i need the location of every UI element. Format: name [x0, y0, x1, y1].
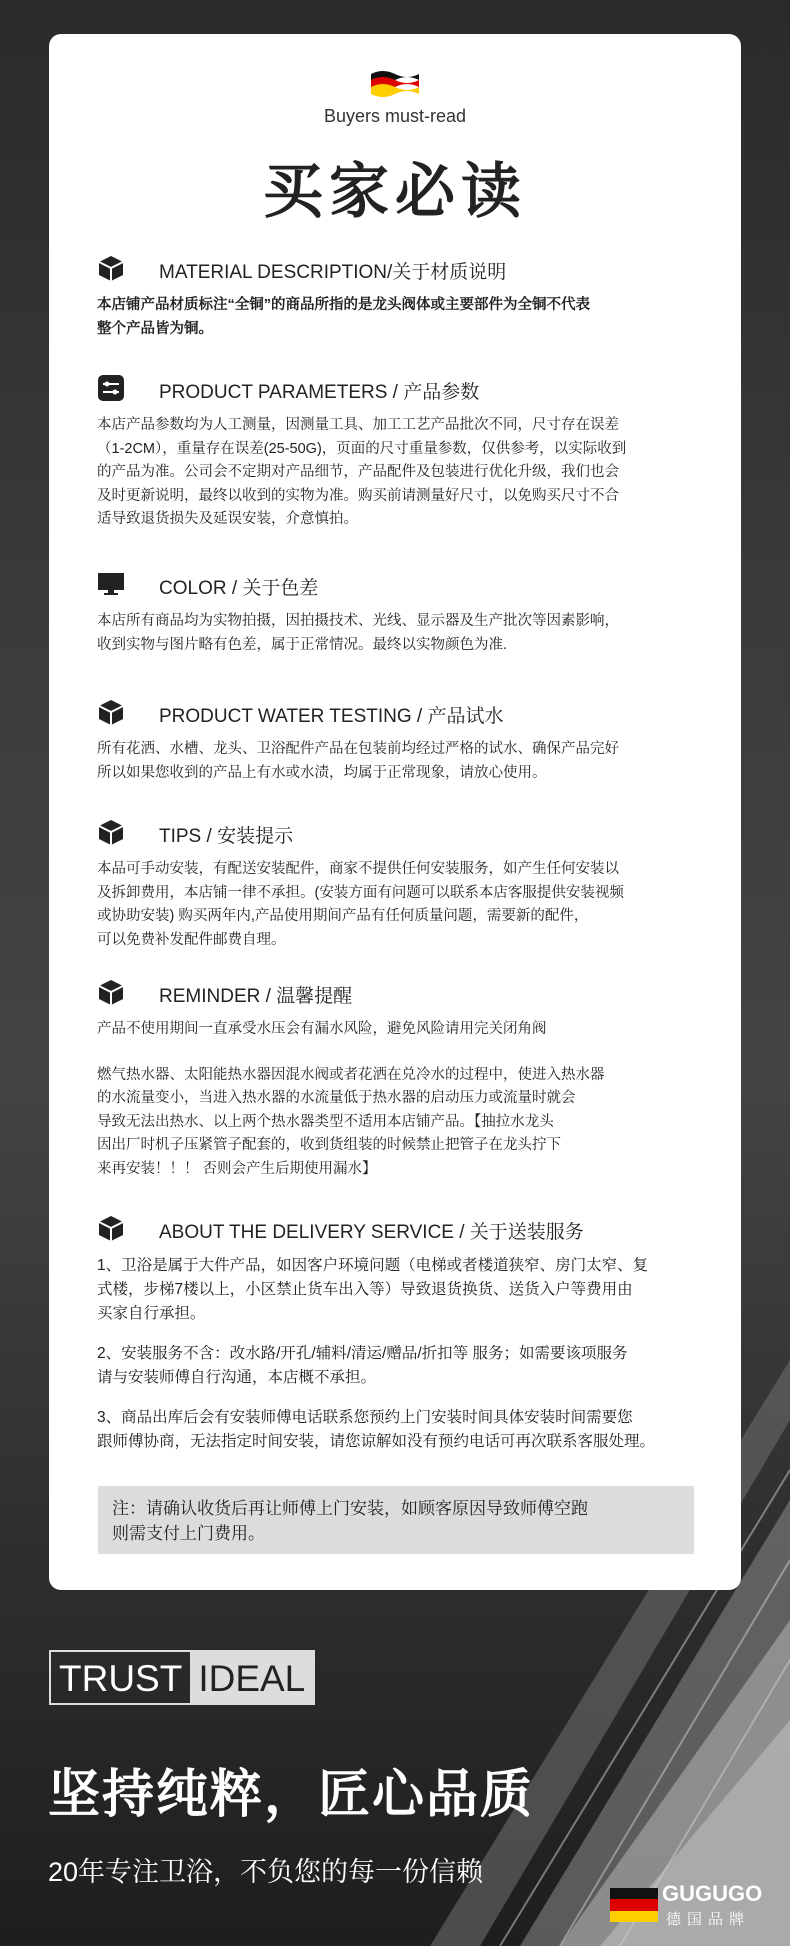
body-line: 请与安装师傅自行沟通，本店概不承担。 [97, 1369, 377, 1386]
section-body [97, 1254, 697, 1454]
section-title: PRODUCT WATER TESTING / 产品试水 [159, 706, 504, 727]
trust-ideal-badge [49, 1650, 315, 1705]
body-line: 式楼，步梯7楼以上，小区禁止货车出入等）导致退货换货、送货入户等费用由 [97, 1281, 633, 1298]
section-body [97, 738, 697, 785]
box-icon [97, 818, 125, 846]
section-title: TIPS / 安装提示 [159, 826, 294, 847]
buyers-notice-card [49, 34, 741, 1590]
body-line: （1-2CM），重量存在误差(25-50G)，页面的尺寸重量参数，仅供参考，以实际收到 [97, 440, 627, 457]
note-line: 则需支付上门费用。 [112, 1524, 265, 1543]
body-line: 所以如果您收到的产品上有水或水渍，均属于正常现象，请放心使用。 [97, 764, 547, 781]
section-material [97, 254, 697, 341]
section-title: MATERIAL DESCRIPTION/关于材质说明 [159, 262, 507, 283]
trust-label: TRUST [59, 1658, 183, 1699]
section-body [97, 414, 697, 532]
body-line: 的产品为准。公司会不定期对产品细节，产品配件及包装进行优化升级，我们也会 [97, 464, 619, 480]
section-title: ABOUT THE DELIVERY SERVICE / 关于送装服务 [159, 1222, 584, 1243]
ideal-label: IDEAL [190, 1652, 313, 1703]
body-line: 适导致退货损失及延误安装，介意慎拍。 [97, 511, 358, 527]
body-line: 整个产品皆为铜。 [97, 320, 213, 337]
box-icon [97, 254, 125, 282]
body-line: 本品可手动安装，有配送安装配件，商家不提供任何安装服务，如产生任何安装以 [97, 861, 619, 877]
page-subtitle: Buyers must-read [323, 106, 467, 126]
section-reminder [97, 978, 697, 1181]
section-water-testing [97, 698, 697, 785]
german-flag-icon [369, 68, 421, 98]
body-line: 因出厂时机子压紧管子配套的，收到货组装的时候禁止把管子在龙头拧下 [97, 1137, 561, 1153]
section-tips [97, 818, 697, 952]
body-line: 及拆卸费用，本店铺一律不承担。(安装方面有问题可以联系本店客服提供安装视频 [97, 884, 624, 901]
page-title: 买家必读 [263, 157, 527, 227]
body-line: 产品不使用期间一直承受水压会有漏水风险，避免风险请用完关闭角阀 [97, 1021, 547, 1037]
body-line: 及时更新说明，最终以收到的实物为准。购买前请测量好尺寸，以免购买尺寸不合 [97, 487, 619, 504]
body-line: 买家自行承担。 [97, 1305, 206, 1322]
german-flag-icon [610, 1888, 658, 1922]
installation-note [98, 1486, 694, 1554]
section-body [97, 858, 697, 952]
section-body [97, 610, 697, 657]
section-body [97, 1018, 697, 1181]
body-line: 本店产品参数均为人工测量，因测量工具、加工工艺产品批次不同，尺寸存在误差 [97, 417, 619, 433]
note-line: 注：请确认收货后再让师傅上门安装，如顾客原因导致师傅空跑 [112, 1499, 588, 1518]
body-line: 本店所有商品均为实物拍摄，因拍摄技术、光线、显示器及生产批次等因素影响， [97, 613, 619, 629]
body-line: 3、商品出库后会有安装师傅电话联系您预约上门安装时间具体安装时间需要您 [97, 1409, 633, 1426]
section-title: COLOR / 关于色差 [159, 578, 319, 599]
body-line: 2、安装服务不含：改水路/开孔/辅料/清运/赠品/折扣等 服务；如需要该项服务 [97, 1345, 628, 1362]
body-line: 导致无法出热水、以上两个热水器类型不适用本店铺产品。【抽拉水龙头 [97, 1113, 554, 1130]
body-line: 燃气热水器、太阳能热水器因混水阀或者花洒在兑冷水的过程中，使进入热水器 [97, 1066, 605, 1083]
body-line: 跟师傅协商，无法指定时间安装，请您谅解如没有预约电话可再次联系客服处理。 [97, 1433, 656, 1450]
brand-slogan: 坚持纯粹，匠心品质 [48, 1766, 535, 1824]
body-line: 或协助安装) 购买两年内,产品使用期间产品有任何质量问题，需要新的配件， [97, 908, 589, 924]
body-line: 可以免费补发配件邮费自理。 [97, 931, 286, 948]
brand-sub-slogan: 20年专注卫浴，不负您的每一份信赖 [48, 1857, 484, 1887]
section-title: PRODUCT PARAMETERS / 产品参数 [159, 382, 480, 403]
body-line: 所有花洒、水槽、龙头、卫浴配件产品在包装前均经过严格的试水、确保产品完好 [97, 741, 619, 757]
body-line: 1、卫浴是属于大件产品，如因客户环境问题（电梯或者楼道狭窄、房门太窄、复 [97, 1257, 649, 1274]
monitor-icon [97, 570, 125, 598]
section-delivery [97, 1214, 697, 1454]
box-icon [97, 698, 125, 726]
box-icon [97, 1214, 125, 1242]
body-line: 本店铺产品材质标注“全铜”的商品所指的是龙头阀体或主要部件为全铜不代表 [97, 297, 590, 313]
section-color [97, 570, 697, 657]
section-body [97, 294, 697, 341]
section-parameters [97, 374, 697, 532]
body-line: 收到实物与图片略有色差，属于正常情况。最终以实物颜色为准. [97, 636, 508, 653]
brand-logo-text: GUGUGO [662, 1881, 763, 1906]
section-title: REMINDER / 温馨提醒 [159, 986, 353, 1007]
sliders-icon [97, 374, 125, 402]
body-line: 来再安装！！！ 否则会产生后期使用漏水】 [97, 1160, 377, 1177]
body-line: 的水流量变小，当进入热水器的水流量低于热水器的启动压力或流量时就会 [97, 1090, 576, 1106]
box-icon [97, 978, 125, 1006]
brand-subtitle: 德国品牌 [666, 1911, 751, 1928]
